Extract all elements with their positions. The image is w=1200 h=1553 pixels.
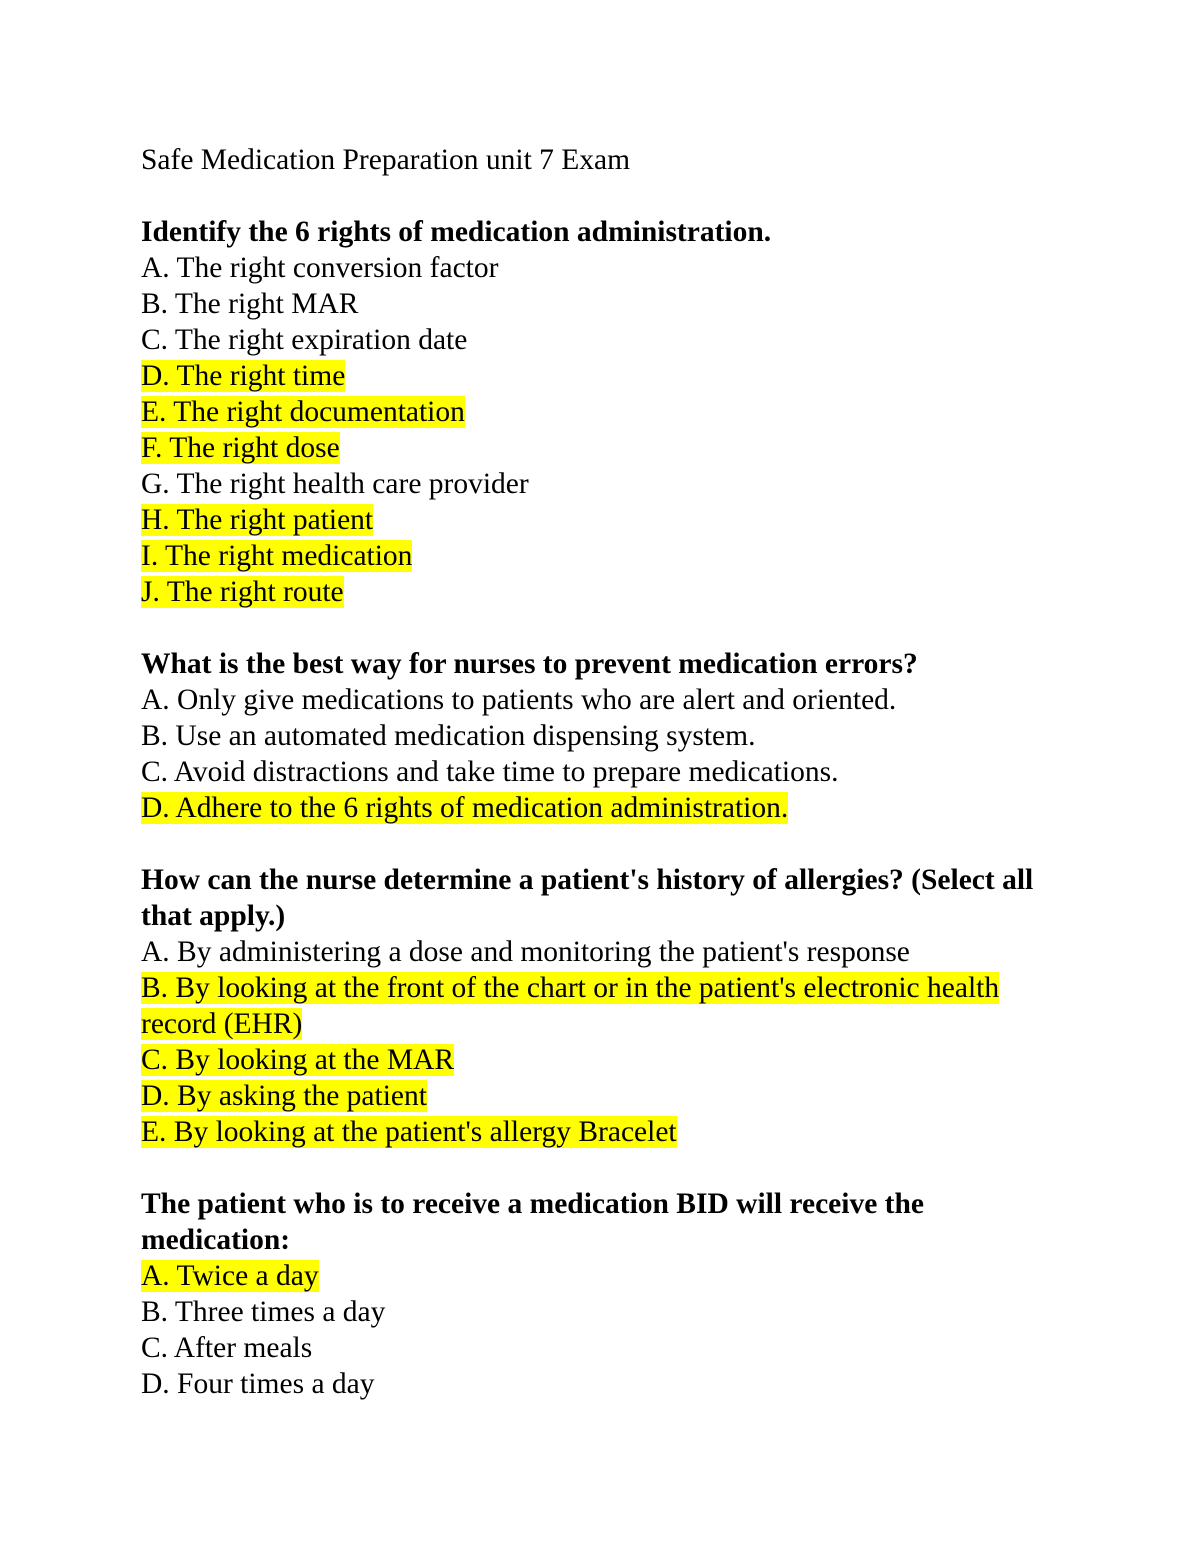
answer-option-highlighted: D. Adhere to the 6 rights of medication administration. <box>141 792 789 824</box>
question-block <box>141 214 1071 610</box>
question-text: Identify the 6 rights of medication administration. <box>141 216 772 248</box>
question-text: What is the best way for nurses to prevent medication errors? <box>141 648 918 680</box>
answer-option: A. The right conversion factor <box>141 252 499 284</box>
answer-option: G. The right health care provider <box>141 468 529 500</box>
question-text: How can the nurse determine a patient's history of allergies? (Select all that apply.) <box>141 864 1034 932</box>
document-title: Safe Medication Preparation unit 7 Exam <box>141 144 631 176</box>
answer-option-highlighted: J. The right route <box>141 576 344 608</box>
answer-option-highlighted: B. By looking at the front of the chart or in the patient's electronic health record (EHR) <box>141 972 1000 1040</box>
answer-option: B. The right MAR <box>141 288 359 320</box>
question-block <box>141 1186 1071 1402</box>
document-page <box>141 142 1071 1402</box>
answer-option-highlighted: A. Twice a day <box>141 1260 319 1292</box>
answer-option: A. By administering a dose and monitoring the patient's response <box>141 936 910 968</box>
answer-option-highlighted: F. The right dose <box>141 432 340 464</box>
answer-option-highlighted: C. By looking at the MAR <box>141 1044 455 1076</box>
answer-option-highlighted: E. By looking at the patient's allergy Bracelet <box>141 1116 677 1148</box>
question-text: The patient who is to receive a medication BID will receive the medication: <box>141 1188 924 1256</box>
answer-option-highlighted: D. The right time <box>141 360 346 392</box>
answer-option-highlighted: H. The right patient <box>141 504 374 536</box>
question-block <box>141 862 1071 1150</box>
answer-option: B. Use an automated medication dispensing system. <box>141 720 756 752</box>
answer-option-highlighted: I. The right medication <box>141 540 413 572</box>
question-block <box>141 646 1071 826</box>
answer-option: C. The right expiration date <box>141 324 468 356</box>
answer-option: A. Only give medications to patients who are alert and oriented. <box>141 684 897 716</box>
answer-option: C. Avoid distractions and take time to prepare medications. <box>141 756 839 788</box>
answer-option: C. After meals <box>141 1332 313 1364</box>
answer-option-highlighted: E. The right documentation <box>141 396 465 428</box>
answer-option: D. Four times a day <box>141 1368 375 1400</box>
answer-option: B. Three times a day <box>141 1296 386 1328</box>
answer-option-highlighted: D. By asking the patient <box>141 1080 427 1112</box>
